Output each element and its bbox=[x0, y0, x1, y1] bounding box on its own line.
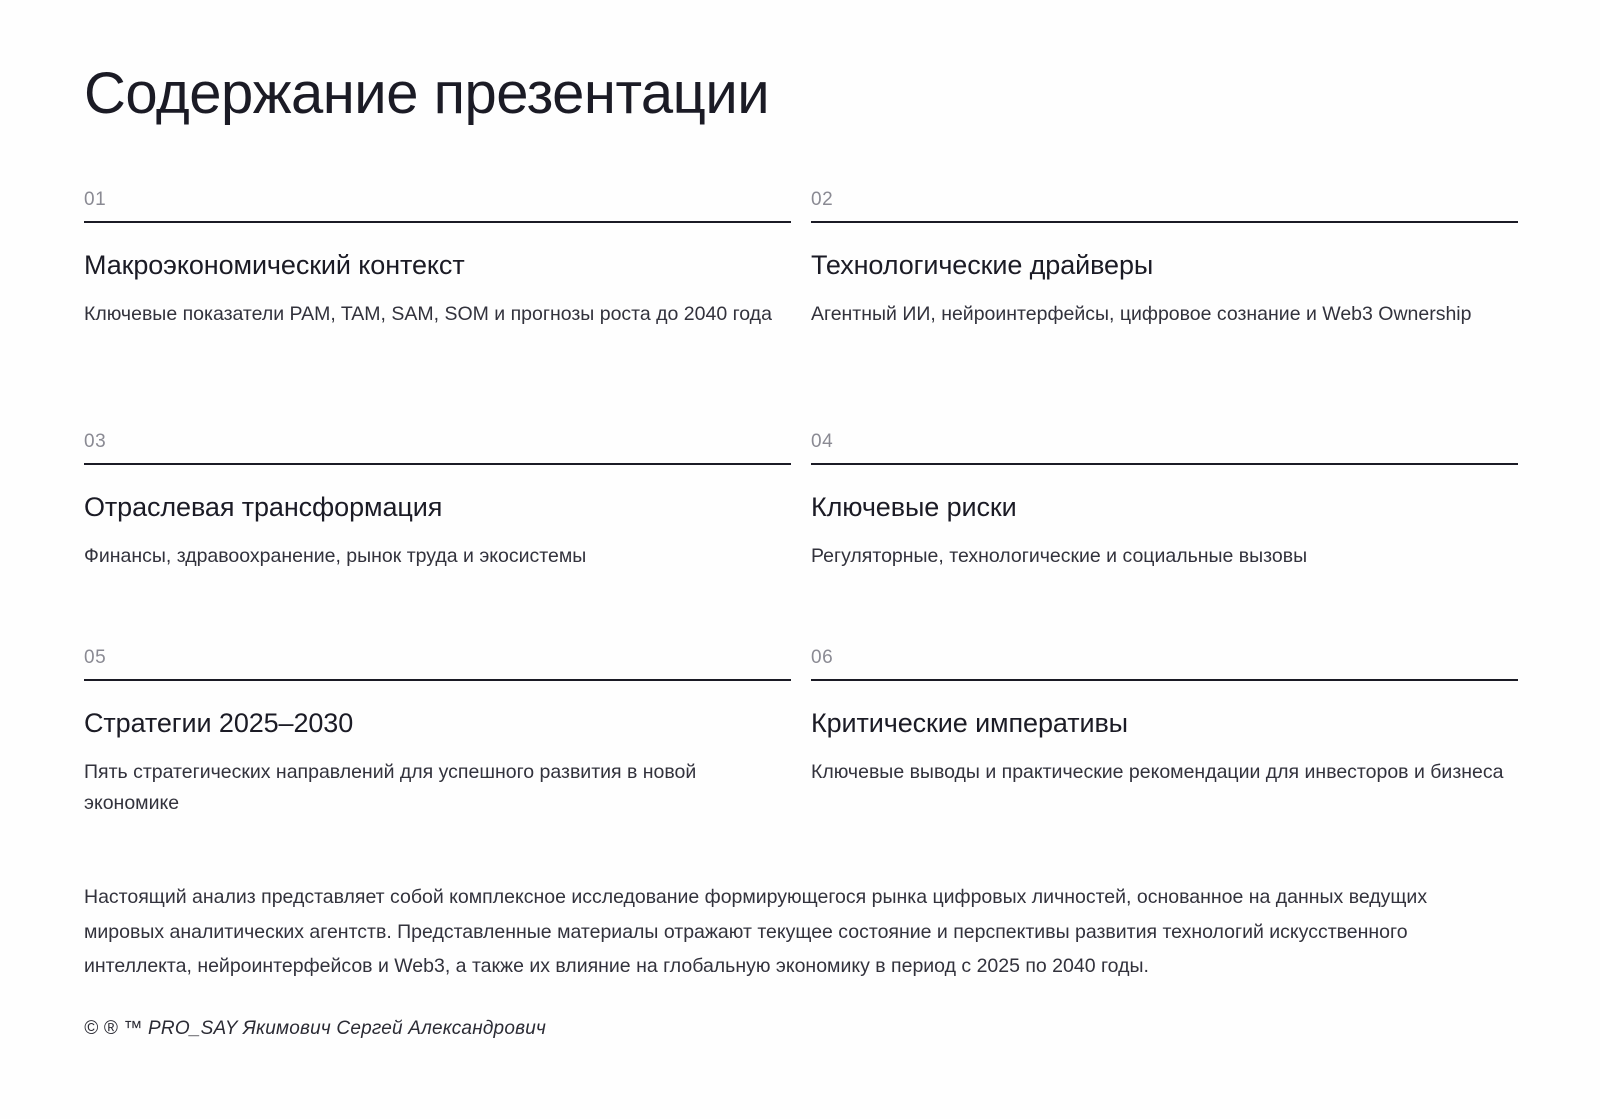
summary-paragraph: Настоящий анализ представляет собой комплексное исследование формирующегося рынка цифровых личностей, основанное на данных ведущих мировых аналитических агентств. Представленные материалы отражают текущее состояние и перспективы развития технологий искусственного интеллекта, нейроинтерфейсов и Web3, а также их влияние на глобальную экономику в период с 2025 по 2040 годы. bbox=[84, 885, 1428, 978]
agenda-item-description: Ключевые выводы и практические рекомендации для инвесторов и бизнеса bbox=[811, 760, 1504, 783]
agenda-item-title: Ключевые риски bbox=[811, 491, 1017, 522]
agenda-item-description: Пять стратегических направлений для успешного развития в новой экономике bbox=[84, 760, 697, 815]
agenda-item-divider bbox=[811, 221, 1518, 223]
agenda-item-05[interactable] bbox=[84, 648, 791, 858]
agenda-item-divider bbox=[84, 221, 791, 223]
agenda-item-06[interactable] bbox=[811, 648, 1518, 858]
agenda-item-title: Технологические драйверы bbox=[811, 249, 1154, 280]
agenda-item-03[interactable] bbox=[84, 432, 791, 648]
agenda-item-title: Отраслевая трансформация bbox=[84, 491, 443, 522]
agenda-item-title: Стратегии 2025–2030 bbox=[84, 707, 354, 738]
agenda-item-description: Ключевые показатели PAM, TAM, SAM, SOM и прогнозы роста до 2040 года bbox=[84, 302, 772, 325]
agenda-item-description: Агентный ИИ, нейроинтерфейсы, цифровое сознание и Web3 Ownership bbox=[811, 302, 1472, 325]
agenda-item-04[interactable] bbox=[811, 432, 1518, 648]
agenda-item-description: Регуляторные, технологические и социальные вызовы bbox=[811, 544, 1308, 567]
agenda-item-divider bbox=[811, 463, 1518, 465]
agenda-item-number: 06 bbox=[811, 646, 834, 668]
agenda-item-divider bbox=[84, 463, 791, 465]
agenda-item-01[interactable] bbox=[84, 190, 791, 432]
agenda-grid bbox=[84, 190, 1516, 858]
agenda-item-number: 02 bbox=[811, 188, 834, 210]
agenda-item-title: Критические императивы bbox=[811, 707, 1128, 738]
agenda-item-title: Макроэкономический контекст bbox=[84, 249, 465, 280]
agenda-item-number: 01 bbox=[84, 188, 107, 210]
agenda-item-number: 03 bbox=[84, 430, 107, 452]
agenda-item-number: 05 bbox=[84, 646, 107, 668]
copyright-footer: © ® ™ PRO_SAY Якимович Сергей Александрович bbox=[84, 1017, 547, 1039]
agenda-item-number: 04 bbox=[811, 430, 834, 452]
agenda-item-02[interactable] bbox=[811, 190, 1518, 432]
agenda-item-divider bbox=[84, 679, 791, 681]
agenda-item-divider bbox=[811, 679, 1518, 681]
page-title: Содержание презентации bbox=[84, 61, 770, 126]
agenda-item-description: Финансы, здравоохранение, рынок труда и экосистемы bbox=[84, 544, 587, 567]
